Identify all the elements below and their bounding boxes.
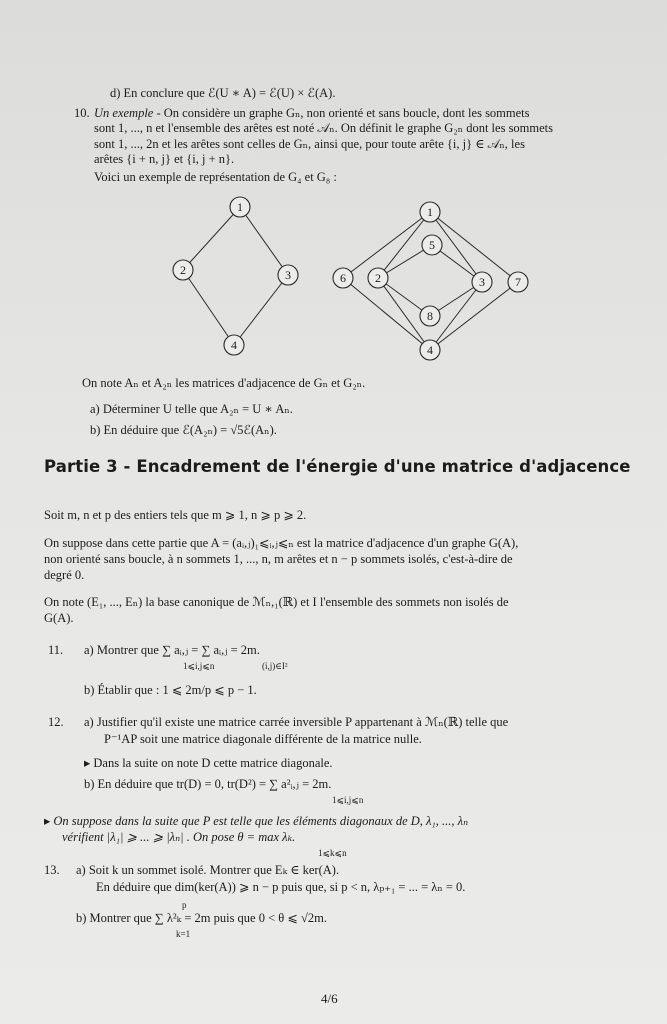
question-13a-line-1: a) Soit k un sommet isolé. Montrer que Eₖ ∈ ker(A). xyxy=(76,863,340,877)
question-13b: b) Montrer que ∑ λ²ₖ = 2m puis que 0 < θ ⩽ √2m. xyxy=(76,911,327,925)
vertex-label-g4-3: 3 xyxy=(285,268,291,282)
question-13b-sum-upper: p xyxy=(182,900,187,910)
vertex-label-g4-2: 2 xyxy=(180,263,186,277)
hypothesis-line-1: ▸ On suppose dans la suite que P est telle que les éléments diagonaux de D, λ₁, ..., λₙ xyxy=(44,814,469,828)
vertex-label-g8-4: 4 xyxy=(427,343,433,357)
question-12b-sum-index: 1⩽i,j⩽n xyxy=(332,795,364,805)
question-number-10: 10. xyxy=(74,106,90,120)
vertex-label-g8-5: 5 xyxy=(429,238,435,252)
question-10-line-4: arêtes {i + n, j} et {i, j + n}. xyxy=(94,152,235,166)
edge-g4-1-2 xyxy=(183,207,240,270)
question-12-note: ▸ Dans la suite on note D cette matrice diagonale. xyxy=(84,756,333,770)
question-13a-line-2: En déduire que dim(ker(A)) ⩾ n − p puis que, si p < n, λₚ₊₁ = ... = λₙ = 0. xyxy=(96,880,466,894)
edge-g8-1-6 xyxy=(343,212,430,278)
question-10a: a) Déterminer U telle que A₂ₙ = U ∗ Aₙ. xyxy=(90,402,293,416)
question-10-line-5: Voici un exemple de représentation de G₄ et G₈ : xyxy=(94,170,337,184)
question-10-line-2: sont 1, ..., n et l'ensemble des arêtes est noté 𝒜ₙ. On définit le graphe G₂ₙ dont les sommets xyxy=(94,121,554,135)
question-13b-sum-lower: k=1 xyxy=(176,929,191,939)
graphs-figure xyxy=(0,190,667,370)
edge-g8-6-4 xyxy=(343,278,430,350)
vertex-label-g8-2: 2 xyxy=(375,271,381,285)
part-3-heading: Partie 3 - Encadrement de l'énergie d'une matrice d'adjacence xyxy=(44,457,631,476)
question-11a-sum-index-2: (i,j)∈I² xyxy=(262,661,288,671)
part-3-intro-3-line-1: On note (E₁, ..., Eₙ) la base canonique de ℳₙ,₁(ℝ) et I l'ensemble des sommets non isolés de xyxy=(44,595,509,609)
question-10-line-1 xyxy=(94,106,530,121)
adjacency-sentence: On note Aₙ et A₂ₙ les matrices d'adjacence de Gₙ et G₂ₙ. xyxy=(82,376,366,390)
vertex-label-g8-7: 7 xyxy=(515,275,521,289)
part-3-intro-2-line-2: non orienté sans boucle, à n sommets 1, ..., n, m arêtes et n − p sommets isolés, c'est-à-dire de xyxy=(44,552,513,566)
edge-g4-2-4 xyxy=(183,270,234,345)
question-12a-line-2: P⁻¹AP soit une matrice diagonale différente de la matrice nulle. xyxy=(104,732,422,746)
edge-g4-1-3 xyxy=(240,207,288,275)
question-12a-line-1: a) Justifier qu'il existe une matrice carrée inversible P appartenant à ℳₙ(ℝ) telle que xyxy=(84,715,509,729)
vertex-label-g8-3: 3 xyxy=(479,275,485,289)
part-3-intro-2-line-1: On suppose dans cette partie que A = (aᵢ,ⱼ)₁⩽ᵢ,ⱼ⩽ₙ est la matrice d'adjacence d'un graphe G(A), xyxy=(44,536,519,550)
question-number-12: 12. xyxy=(48,715,64,729)
question-12b: b) En déduire que tr(D) = 0, tr(D²) = ∑ a²ᵢ,ⱼ = 2m. xyxy=(84,777,332,791)
part-3-intro-1: Soit m, n et p des entiers tels que m ⩾ 1, n ⩾ p ⩾ 2. xyxy=(44,508,307,522)
example-label: Un exemple xyxy=(94,106,154,120)
vertex-label-g8-6: 6 xyxy=(340,271,346,285)
question-11a: a) Montrer que ∑ aᵢ,ⱼ = ∑ aᵢ,ⱼ = 2m. xyxy=(84,643,260,657)
question-11a-sum-index-1: 1⩽i,j⩽n xyxy=(183,661,215,671)
question-10d: d) En conclure que ℰ(U ∗ A) = ℰ(U) × ℰ(A). xyxy=(110,86,336,100)
question-10-line-1-text: - On considère un graphe Gₙ, non orienté et sans boucle, dont les sommets xyxy=(153,106,530,120)
hypothesis-line-2: vérifient |λ₁| ⩾ ... ⩾ |λₙ| . On pose θ = max λₖ. xyxy=(62,830,296,844)
question-10b: b) En déduire que ℰ(A₂ₙ) = √5ℰ(Aₙ). xyxy=(90,423,277,437)
vertex-label-g8-8: 8 xyxy=(427,309,433,323)
vertex-label-g4-4: 4 xyxy=(231,338,237,352)
part-3-intro-3-line-2: G(A). xyxy=(44,611,74,625)
question-number-13: 13. xyxy=(44,863,60,877)
question-number-11: 11. xyxy=(48,643,64,657)
page-number: 4/6 xyxy=(321,991,338,1006)
question-10-line-3: sont 1, ..., 2n et les arêtes sont celles de Gₙ, ainsi que, pour toute arête {i, j} ∈ 𝒜ₙ, les xyxy=(94,137,525,151)
edge-g4-3-4 xyxy=(234,275,288,345)
graph-g4 xyxy=(183,207,288,345)
vertex-label-g4-1: 1 xyxy=(237,200,243,214)
part-3-intro-2-line-3: degré 0. xyxy=(44,568,85,582)
question-11b: b) Établir que : 1 ⩽ 2m/p ⩽ p − 1. xyxy=(84,683,257,697)
hypothesis-max-index: 1⩽k⩽n xyxy=(318,848,347,858)
vertex-label-g8-1: 1 xyxy=(427,205,433,219)
